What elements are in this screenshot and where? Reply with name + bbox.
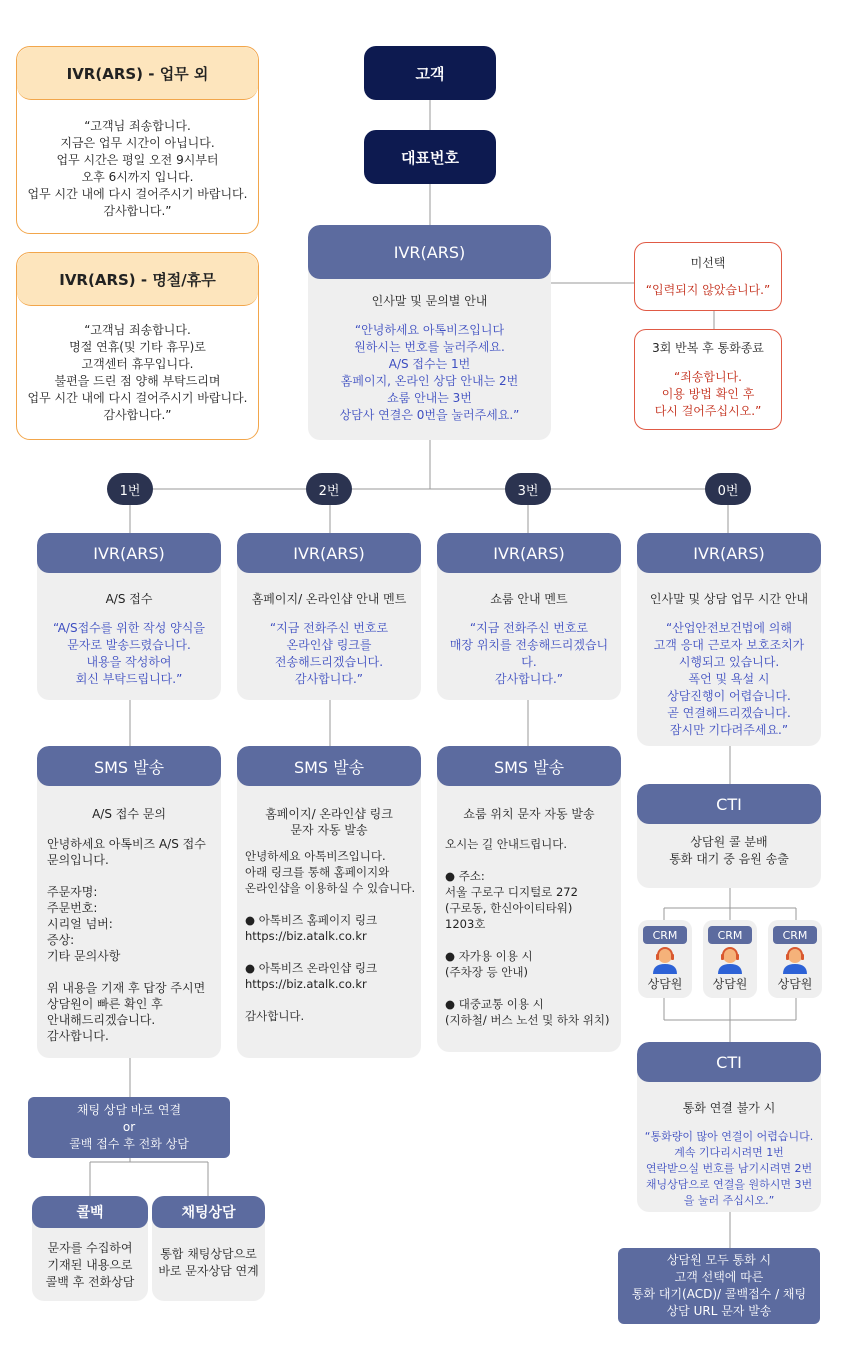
sms-body-1: 안녕하세요 아톡비즈 A/S 접수 문의입니다. 주문자명: 주문번호: 시리얼 넘버: 증상: 기타 문의사항 위 내용을 기재 후 답장 주시면 상담원이 빠른 확인 후 안내해드리겠습니다. 감사합니다. (47, 837, 206, 1043)
sms-card-3 (437, 746, 621, 1052)
ivr-sub-subtitle-3: 쇼룸 안내 멘트 (490, 592, 568, 606)
ivr-sub-card-1 (37, 533, 221, 700)
ivr-sub-head-3: IVR(ARS) (437, 533, 621, 573)
branch-3 (505, 473, 551, 505)
chat-choice-box: 채팅 상담 바로 연결 or 콜백 접수 후 전화 상담 (28, 1097, 230, 1158)
ivr-main-card (308, 225, 551, 440)
ivr-sub-message-2: “지금 전화주신 번호로 온라인샵 링크를 전송해드리겠습니다. 감사합니다.” (269, 621, 389, 686)
no-select-title: 미선택 (690, 256, 726, 270)
sms-title-3: 쇼룸 위치 문자 자동 발송 (463, 807, 595, 821)
ivr-sub-card-2 (237, 533, 421, 700)
crm-agent-3 (768, 920, 822, 998)
crm-agent-2 (703, 920, 757, 998)
ivr-main-head: IVR(ARS) (308, 225, 551, 279)
cti-head-1: CTI (637, 784, 821, 824)
ivr-sub-card-3 (437, 533, 621, 700)
branch-2-label: 2번 (318, 483, 340, 499)
ivr-sub-subtitle-1: A/S 접수 (105, 592, 153, 606)
holiday-card (16, 252, 259, 440)
cti-card-2 (637, 1042, 821, 1212)
repeat-end-title: 3회 반복 후 통화종료 (652, 341, 764, 355)
ivr-sub-message-1: “A/S접수를 위한 작성 양식을 문자로 발송드렸습니다. 내용을 작성하여 회신 부탁드립니다.” (53, 621, 205, 686)
ivr-sub-message-0: “산업안전보건법에 의해 고객 응대 근로자 보호조치가 시행되고 있습니다. 폭언 및 욕설 시 상담진행이 어렵습니다. 곧 연결해드리겠습니다. 잠시만 기다려주세요.” (653, 621, 805, 737)
sms-body-2: 안녕하세요 아톡비즈입니다. 아래 링크를 통해 홈페이지와 온라인샵을 이용하실 수 있습니다. ● 아톡비즈 홈페이지 링크 https://biz.atalk.co.kr ● 아톡비즈 온라인샵 링크 https://biz.atalk.co.kr 감사합니다. (245, 849, 416, 1023)
customer-node (364, 46, 496, 100)
sms-card-2 (237, 746, 421, 1058)
sms-head-1: SMS 발송 (37, 746, 221, 786)
agent-icon (715, 946, 745, 974)
repeat-end-box (634, 329, 782, 430)
crm-tag-3: CRM (773, 926, 817, 944)
ivr-sub-card-0 (637, 533, 821, 746)
ivr-sub-subtitle-2: 홈페이지/ 온라인샵 안내 멘트 (251, 592, 407, 606)
branch-1-label: 1번 (119, 483, 141, 499)
cti-title-2: 통화 연결 불가 시 (682, 1101, 776, 1115)
branch-0 (705, 473, 751, 505)
sms-title-1: A/S 접수 문의 (92, 807, 166, 821)
chat-body: 통합 채팅상담으로 바로 문자상담 연계 (158, 1247, 259, 1278)
cti-head-2: CTI (637, 1042, 821, 1082)
ivr-sub-head-0: IVR(ARS) (637, 533, 821, 573)
main-number-node (364, 130, 496, 184)
chat-head: 채팅상담 (152, 1196, 265, 1228)
main-number-label: 대표번호 (401, 148, 459, 167)
chat-card (152, 1196, 265, 1301)
ivr-sub-head-1: IVR(ARS) (37, 533, 221, 573)
off-hours-card (16, 46, 259, 234)
agent-label-2: 상담원 (712, 977, 748, 991)
sms-head-2: SMS 발송 (237, 746, 421, 786)
customer-label: 고객 (415, 64, 445, 83)
ivr-sub-subtitle-0: 인사말 및 상담 업무 시간 안내 (649, 592, 809, 606)
final-box: 상담원 모두 통화 시 고객 선택에 따른 통화 대기(ACD)/ 콜백접수 / 채팅 상담 URL 문자 발송 (618, 1248, 820, 1324)
no-select-message: “입력되지 않았습니다.” (645, 283, 771, 297)
off-hours-message: “고객님 죄송합니다. 지금은 업무 시간이 아닙니다. 업무 시간은 평일 오전 9시부터 오후 6시까지 입니다. 업무 시간 내에 다시 걸어주시기 바랍니다. 감사합니다.” (27, 119, 248, 218)
agent-icon (650, 946, 680, 974)
cti-card-1 (637, 784, 821, 888)
branch-3-label: 3번 (517, 483, 539, 499)
callback-body: 문자를 수집하여 기재된 내용으로 콜백 후 전화상담 (45, 1241, 135, 1289)
agent-label-1: 상담원 (647, 977, 683, 991)
off-hours-head: IVR(ARS) - 업무 외 (17, 47, 258, 100)
sms-head-3: SMS 발송 (437, 746, 621, 786)
sms-body-3: 오시는 길 안내드립니다. ● 주소: 서울 구로구 디지털로 272 (구로동, 한신아이티타워) 1203호 ● 자가용 이용 시 (주차장 등 안내) ● 대중교통 이용 시 (지하철/ 버스 노선 및 하차 위치) (445, 837, 610, 1027)
ivr-sub-message-3: “지금 전화주신 번호로 매장 위치를 전송해드리겠습니다. 감사합니다.” (449, 621, 609, 686)
sms-card-1 (37, 746, 221, 1058)
crm-tag-2: CRM (708, 926, 752, 944)
branch-0-label: 0번 (717, 483, 739, 499)
cti-body-1: 상담원 콜 분배 통화 대기 중 음원 송출 (669, 835, 789, 866)
cti-message-2: “통화량이 많아 연결이 어렵습니다. 계속 기다리시려면 1번 연락받으실 번호를 남기시려면 2번 채닝상담으로 연결을 원하시면 3번 을 눌러 주십시오.” (644, 1130, 814, 1207)
crm-agent-1 (638, 920, 692, 998)
no-select-box (634, 242, 782, 311)
agent-icon (780, 946, 810, 974)
callback-card (32, 1196, 148, 1301)
holiday-head: IVR(ARS) - 명절/휴무 (17, 253, 258, 306)
crm-tag-1: CRM (643, 926, 687, 944)
repeat-end-message: “죄송합니다. 이용 방법 확인 후 다시 걸어주십시오.” (654, 370, 762, 418)
branch-2 (306, 473, 352, 505)
ivr-main-message: “안녕하세요 아톡비즈입니다 원하시는 번호를 눌러주세요. A/S 접수는 1번 홈페이지, 온라인 상담 안내는 2번 쇼룸 안내는 3번 상담사 연결은 0번을 눌러주세요.” (339, 323, 520, 422)
branch-1 (107, 473, 153, 505)
holiday-message: “고객님 죄송합니다. 명절 연휴(및 기타 휴무)로 고객센터 휴무입니다. 불편을 드린 점 양해 부탁드리며 업무 시간 내에 다시 걸어주시기 바랍니다. 감사합니다.” (27, 323, 248, 422)
callback-head: 콜백 (32, 1196, 148, 1228)
ivr-main-subtitle: 인사말 및 문의별 안내 (371, 294, 488, 308)
ivr-sub-head-2: IVR(ARS) (237, 533, 421, 573)
agent-label-3: 상담원 (777, 977, 813, 991)
sms-title-2: 홈페이지/ 온라인샵 링크 문자 자동 발송 (265, 807, 393, 837)
